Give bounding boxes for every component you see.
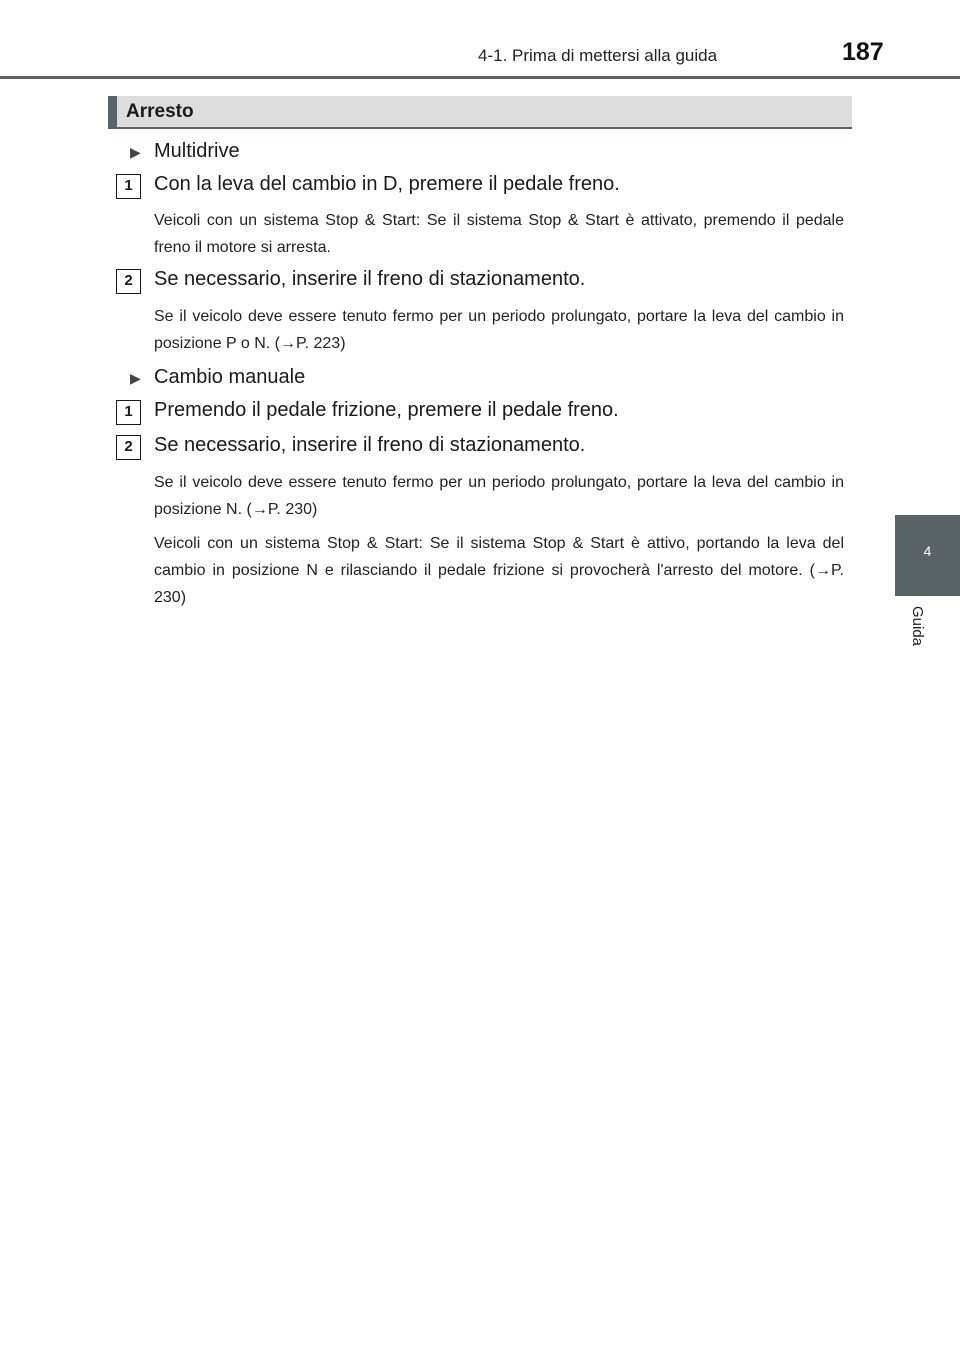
step-note <box>154 303 844 357</box>
step-note <box>154 207 844 261</box>
step-text: Se necessario, inserire il freno di stazionamento. <box>154 434 586 456</box>
step-text: Premendo il pedale frizione, premere il pedale freno. <box>154 399 619 421</box>
triangle-right-icon: ▶ <box>130 370 141 386</box>
note-text: Se il veicolo deve essere tenuto fermo per un periodo prolungato, portare la leva del cambio in posizione N. (→P. 230) <box>154 474 844 518</box>
section-accent <box>108 96 117 127</box>
section-header <box>108 96 852 129</box>
page-number: 187 <box>842 38 884 66</box>
section-title: Arresto <box>126 101 194 122</box>
subheading-manual <box>130 366 305 389</box>
triangle-right-icon: ▶ <box>130 144 141 160</box>
step-note <box>154 530 844 611</box>
step-number-badge: 2 <box>116 269 141 294</box>
note-text: Se il veicolo deve essere tenuto fermo per un periodo prolungato, portare la leva del cambio in posizione P o N. (→P. 223) <box>154 308 844 352</box>
header-divider <box>0 76 960 79</box>
chapter-number: 4 <box>923 543 932 559</box>
chapter-tab <box>895 515 960 596</box>
subheading-multidrive <box>130 140 240 163</box>
step-number-badge: 2 <box>116 435 141 460</box>
step-text: Con la leva del cambio in D, premere il pedale freno. <box>154 173 620 195</box>
subheading-label: Cambio manuale <box>154 366 306 388</box>
step-text: Se necessario, inserire il freno di stazionamento. <box>154 268 586 290</box>
step-number-badge: 1 <box>116 400 141 425</box>
step-note <box>154 469 844 523</box>
note-text: Veicoli con un sistema Stop & Start: Se il sistema Stop & Start è attivo, portando la leva del cambio in posizione N e rilasciando il pedale frizione si provocherà l'arresto del motore. (→P. 230) <box>154 535 844 606</box>
note-text: Veicoli con un sistema Stop & Start: Se il sistema Stop & Start è attivato, premendo il pedale freno il motore si arresta. <box>154 212 844 256</box>
step-number-badge: 1 <box>116 174 141 199</box>
chapter-label: Guida <box>909 606 926 647</box>
subheading-label: Multidrive <box>154 140 240 162</box>
header-section-title: 4-1. Prima di mettersi alla guida <box>478 46 718 65</box>
